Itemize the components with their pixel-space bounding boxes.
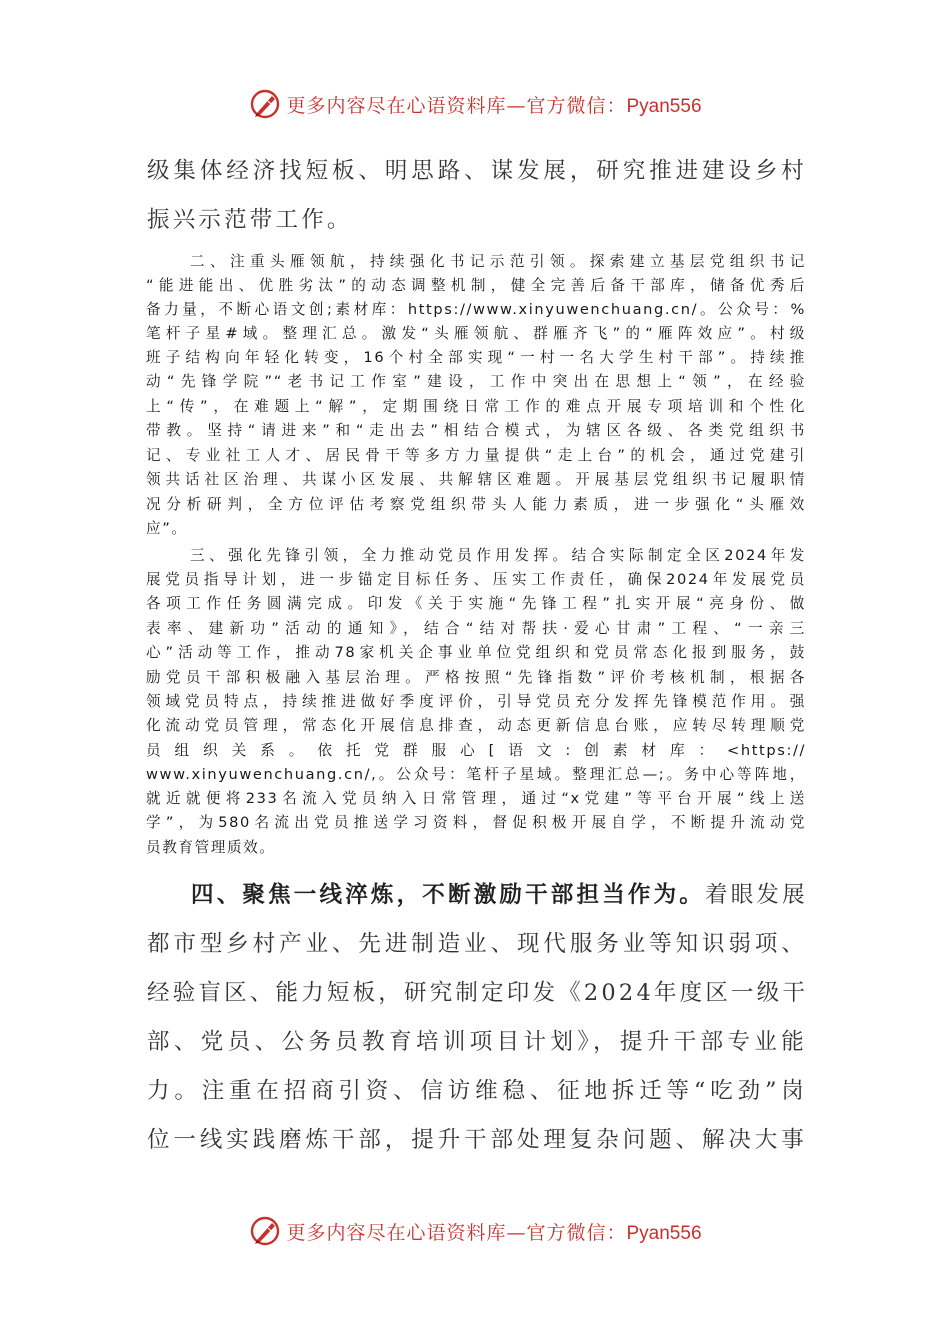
section4-line: 经验盲区、能力短板，研究制定印发《2024年度区一级干 (147, 980, 809, 1006)
section2-line: 二、注重头雁领航，持续强化书记示范引领。探索建立基层党组织书记 (190, 253, 806, 270)
footer-banner (0, 1211, 950, 1251)
section3-line: 就近就便将233名流入党员纳入日常管理，通过“x党建”等平台开展“线上送 (146, 790, 806, 807)
section3-line: 展党员指导计划，进一步锚定目标任务、压实工作责任，确保2024年发展党员 (146, 571, 806, 588)
banner-text (286, 1218, 701, 1245)
section4-first-line (147, 871, 807, 920)
section3-line: 心”活动等工作，推动78家机关企事业单位党组织和党员常态化报到服务，鼓 (146, 644, 806, 661)
section2-line: 笔杆子星#域。整理汇总。激发“头雁领航、群雁齐飞”的“雁阵效应”。村级 (146, 325, 806, 342)
section2-line: “能进能出、优胜劣汰”的动态调整机制，健全完善后备干部库，储备优秀后 (146, 277, 806, 294)
section3-line: 化流动党员管理，常态化开展信息排查，动态更新信息台账，应转尽转理顺党 (146, 717, 806, 734)
top-paragraph-line: 级集体经济找短板、明思路、谋发展，研究推进建设乡村 (147, 158, 807, 184)
top-paragraph-line: 振兴示范带工作。 (147, 207, 353, 233)
section3-line: 表率、建新功”活动的通知》，结合“结对帮扶·爱心甘肃”工程、“一亲三 (146, 620, 806, 637)
section3-line: 各项工作任务圆满完成。印发《关于实施“先锋工程”扎实开展“亮身份、做 (146, 595, 806, 612)
section4-line: 位一线实践磨炼干部，提升干部处理复杂问题、解决大事 (147, 1127, 807, 1153)
section4-line: 都市型乡村产业、先进制造业、现代服务业等知识弱项、 (147, 931, 807, 957)
section3-line: 励党员干部积极融入基层治理。严格按照“先锋指数”评价考核机制，根据各 (146, 669, 806, 686)
section2-line: 备力量，不断心语文创;素材库：https://www.xinyuwenchuang.cn/。公众号：% (146, 301, 806, 318)
section3-line: 领域党员特点，持续推进做好季度评价，引导党员充分发挥先锋模范作用。强 (146, 693, 806, 710)
section3-line: 员教育管理质效。 (146, 839, 276, 856)
pen-logo-icon (248, 1214, 282, 1248)
section2-line: 班子结构向年轻化转变，16个村全部实现“一村一名大学生村干部”。持续推 (146, 349, 806, 366)
section3-line: www.xinyuwenchuang.cn/,。公众号：笔杆子星域。整理汇总—;。务中心等阵地， (146, 766, 806, 783)
section2-line: 况分析研判，全方位评估考察党组织带头人能力素质，进一步强化“头雁效 (146, 496, 806, 513)
banner-text (286, 91, 701, 118)
section2-line: 上“传”，在难题上“解”，定期围绕日常工作的难点开展专项培训和个性化 (146, 398, 806, 415)
section2-line: 应”。 (146, 520, 188, 537)
banner-slogan: 更多内容尽在心语资料库—官方微信： (286, 94, 627, 117)
section4-heading: 四、聚焦一线淬炼，不断激励干部担当作为。 (191, 882, 706, 908)
section3-line: 员组织关系。依托党群服心[语文:创素材库：<https:// (146, 742, 806, 759)
header-banner (0, 84, 950, 124)
section2-line: 领共话社区治理、共谋小区发展、共解辖区难题。开展基层党组织书记履职情 (146, 471, 806, 488)
section2-line: 动“先锋学院”“老书记工作室”建设，工作中突出在思想上“领”，在经验 (146, 373, 806, 390)
section2-line: 记、专业社工人才、居民骨干等多方力量提供“走上台”的机会，通过党建引 (146, 447, 806, 464)
section3-line: 学”，为580名流出党员推送学习资料，督促积极开展自学，不断提升流动党 (146, 814, 806, 831)
section4-first-rest: 着眼发展 (705, 882, 808, 908)
banner-slogan: 更多内容尽在心语资料库—官方微信： (286, 1221, 627, 1244)
pen-logo-icon (248, 87, 282, 121)
section2-line: 带教。坚持“请进来”和“走出去”相结合模式，为辖区各级、各类党组织书 (146, 422, 806, 439)
banner-wechat-id: Pyan556 (626, 1222, 702, 1244)
section3-line: 三、强化先锋引领，全力推动党员作用发挥。结合实际制定全区2024年发 (190, 547, 806, 564)
section4-line: 力。注重在招商引资、信访维稳、征地拆迁等“吃劲”岗 (147, 1078, 807, 1104)
banner-wechat-id: Pyan556 (626, 95, 702, 117)
section4-line: 部、党员、公务员教育培训项目计划》，提升干部专业能 (147, 1029, 807, 1055)
